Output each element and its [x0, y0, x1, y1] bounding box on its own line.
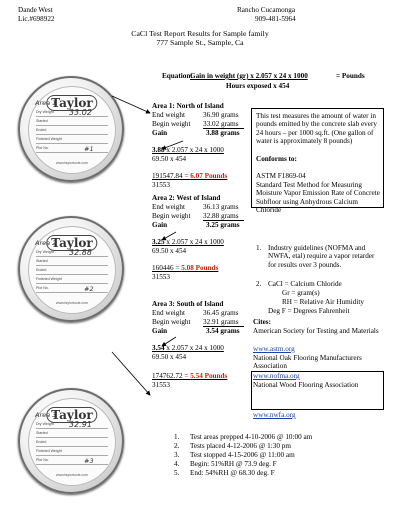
report-address: 777 Sample St., Sample, Ca [156, 38, 244, 47]
timeline-num-5: 5. [174, 469, 180, 477]
area-2-calc-denominator: 69.50 x 454 [152, 247, 187, 255]
area-1-gain-value: 3.88 grams [206, 129, 240, 137]
industry-guideline: Industry guidelines (NOFMA and NWFA, etal) require a vapor retarder for results over 3 pounds. [268, 244, 375, 269]
lid-handwritten-weight: 32.91 [69, 420, 92, 429]
arrow-area-1 [112, 96, 150, 113]
lid-handwritten-area: Area 1 [35, 99, 57, 107]
area-3-calc-gain: 3.54 [152, 344, 165, 352]
area-2-gain-value: 3.25 grams [206, 221, 240, 229]
lid-row: Started [36, 430, 108, 438]
conforms-heading: Conforms to: [256, 155, 297, 163]
area-3-begin-value: 32.91 grams [203, 318, 239, 326]
header-city: Rancho Cucamonga [237, 6, 296, 14]
lid-footer-url: www.taylortools.com [56, 301, 88, 305]
area-1-begin-value: 33.02 grams [203, 120, 239, 128]
cite-nofma-org: National Oak Flooring Manufacturers Association [253, 354, 362, 371]
timeline-item: Begin: 51%RH @ 73.9 deg. F [190, 460, 277, 468]
timeline-num-1: 1. [174, 433, 180, 441]
area-2-calc-numerator [152, 238, 224, 246]
lid-handwritten-number: #2 [84, 285, 94, 293]
contractor-license: Lic.#698922 [18, 15, 55, 23]
area-1-end-label: End weight [152, 111, 185, 119]
lid-brand-logo: Taylor [46, 95, 97, 111]
area-3-end-value: 36.45 grams [203, 309, 239, 317]
report-title: CaCl Test Report Results for Sample family [131, 29, 269, 38]
lid-handwritten-area: Area 3 [35, 411, 57, 419]
area-1-begin-label: Begin weight [152, 120, 191, 128]
lid-row: Finished Weight [36, 276, 108, 284]
area-1-result: 6.07 Pounds [190, 172, 228, 180]
cites-heading: Cites: [253, 318, 271, 326]
cite-astm-link[interactable]: www.astm.org [253, 345, 295, 353]
timeline-num-4: 4. [174, 460, 180, 468]
area-3-calc-denominator: 69.50 x 454 [152, 353, 187, 361]
area-3-end-label: End weight [152, 309, 185, 317]
header-phone: 909-481-5964 [255, 15, 296, 23]
lid-row: Finished Weight [36, 136, 108, 144]
area-3-begin-label: Begin weight [152, 318, 191, 326]
lid-footer-url: www.taylortools.com [56, 473, 88, 477]
cite-nwfa-org: National Wood Flooring Association [253, 381, 359, 389]
area-2-result: 5.08 Pounds [181, 264, 219, 272]
degf-definition: Deg F = Degrees Fahrenheit [268, 307, 350, 315]
lid-handwritten-number: #1 [84, 145, 94, 153]
timeline-item: Tests placed 4-12-2006 @ 1:30 pm [190, 442, 291, 450]
cite-nofma-link[interactable]: www.nofma.org [253, 372, 300, 380]
lid-handwritten-weight: 33.02 [69, 108, 92, 117]
area-2-end-label: End weight [152, 203, 185, 211]
cacl-definition: CaCl = Calcium Chloride [268, 280, 342, 288]
equation-result: = Pounds [336, 72, 365, 80]
lid-brand-logo: Taylor [46, 235, 97, 251]
timeline-num-3: 3. [174, 451, 180, 459]
rh-definition: RH = Relative Air Humidity [282, 298, 364, 306]
timeline-num-2: 2. [174, 442, 180, 450]
area-1-gain-label: Gain [152, 129, 168, 137]
nwfa-box [251, 371, 384, 410]
area-3-title: Area 3: South of Island [152, 300, 224, 308]
info-box-text: This test measures the amount of water in pounds emitted by the concrete slab every 24 hours – per 1000 sq.ft. (One gallon of water is approximately 8 pounds) [256, 112, 377, 146]
cite-astm-org: American Society for Testing and Materials [253, 327, 379, 335]
area-1-calc-gain: 3.88 [152, 146, 165, 154]
lid-row: Dry Weight [36, 421, 108, 429]
area-1-quotient-expr: 191547.84 = [152, 172, 191, 180]
lid-handwritten-number: #3 [84, 457, 94, 465]
equation-numerator: Gain in weight (gr) x 2.057 x 24 x 1000 [190, 72, 308, 80]
equation-denominator: Hours exposed x 454 [226, 82, 290, 90]
lid-row: Ended [36, 439, 108, 447]
lid-row: Plot No. [36, 457, 108, 465]
area-2-divisor: 31553 [152, 273, 170, 281]
lid-row: Plot No. [36, 145, 108, 153]
lid-footer-url: www.taylortools.com [56, 161, 88, 165]
list-num-1: 1. [256, 244, 262, 252]
area-3-calc-rest: x 2.057 x 24 x 1000 [164, 344, 224, 352]
area-3-gain-label: Gain [152, 327, 168, 335]
timeline-item: Test stopped 4-15-2006 @ 11:00 am [190, 451, 295, 459]
area-3-result: 5.54 Pounds [190, 372, 228, 380]
list-num-2: 2. [256, 280, 262, 288]
area-1-end-value: 36.90 grams [203, 111, 239, 119]
lid-row: Plot No. [36, 285, 108, 293]
area-2-calc-rest: x 2.057 x 24 x 1000 [164, 238, 224, 246]
lid-row: Ended [36, 267, 108, 275]
area-2-quotient-expr: 160446 = [152, 264, 182, 272]
area-2-calc-gain: 3.25 [152, 238, 165, 246]
astm-standard-description: Standard Test Method for Measuring Moisture Vapor Emission Rate of Concrete Subfloor using Anhydrous Calcium Chloride [256, 181, 380, 215]
area-3-quotient [152, 372, 227, 380]
lid-row: Dry Weight [36, 249, 108, 257]
area-1-calc-denominator: 69.50 x 454 [152, 155, 187, 163]
gr-definition: Gr = gram(s) [282, 289, 320, 297]
equation-label: Equation: [162, 72, 193, 80]
area-2-end-value: 36.13 grams [203, 203, 239, 211]
area-3-divisor: 31553 [152, 381, 170, 389]
lid-row: Finished Weight [36, 448, 108, 456]
arrow-lid-3 [112, 352, 150, 395]
timeline-item: End: 54%RH @ 68.30 deg. F [190, 469, 275, 477]
area-1-quotient [152, 172, 227, 180]
area-1-title: Area 1: North of Island [152, 102, 224, 110]
area-3-quotient-expr: 174762.72 = [152, 372, 191, 380]
contractor-name: Dande West [18, 6, 53, 14]
lid-row: Started [36, 118, 108, 126]
area-1-calc-numerator [152, 146, 224, 154]
area-2-title: Area 2: West of Island [152, 194, 221, 202]
lid-brand-logo: Taylor [46, 407, 97, 423]
area-2-begin-label: Begin weight [152, 212, 191, 220]
lid-row: Ended [36, 127, 108, 135]
area-2-gain-label: Gain [152, 221, 168, 229]
astm-standard: ASTM F1869-04 [256, 172, 306, 180]
area-2-begin-value: 32.88 grams [203, 212, 239, 220]
timeline-item: Test areas prepped 4-10-2006 @ 10:00 am [190, 433, 313, 441]
info-box [251, 108, 384, 215]
area-1-divisor: 31553 [152, 181, 170, 189]
area-2-quotient [152, 264, 218, 272]
lid-handwritten-weight: 32.88 [69, 248, 92, 257]
lid-handwritten-area: Area 2 [35, 239, 57, 247]
area-1-calc-rest: x 2.057 x 24 x 1000 [164, 146, 224, 154]
lid-row: Started [36, 258, 108, 266]
area-3-gain-value: 3.54 grams [206, 327, 240, 335]
cite-nwfa-link[interactable]: www.nwfa.org [253, 411, 296, 419]
area-3-calc-numerator [152, 344, 224, 352]
lid-row: Dry Weight [36, 109, 108, 117]
